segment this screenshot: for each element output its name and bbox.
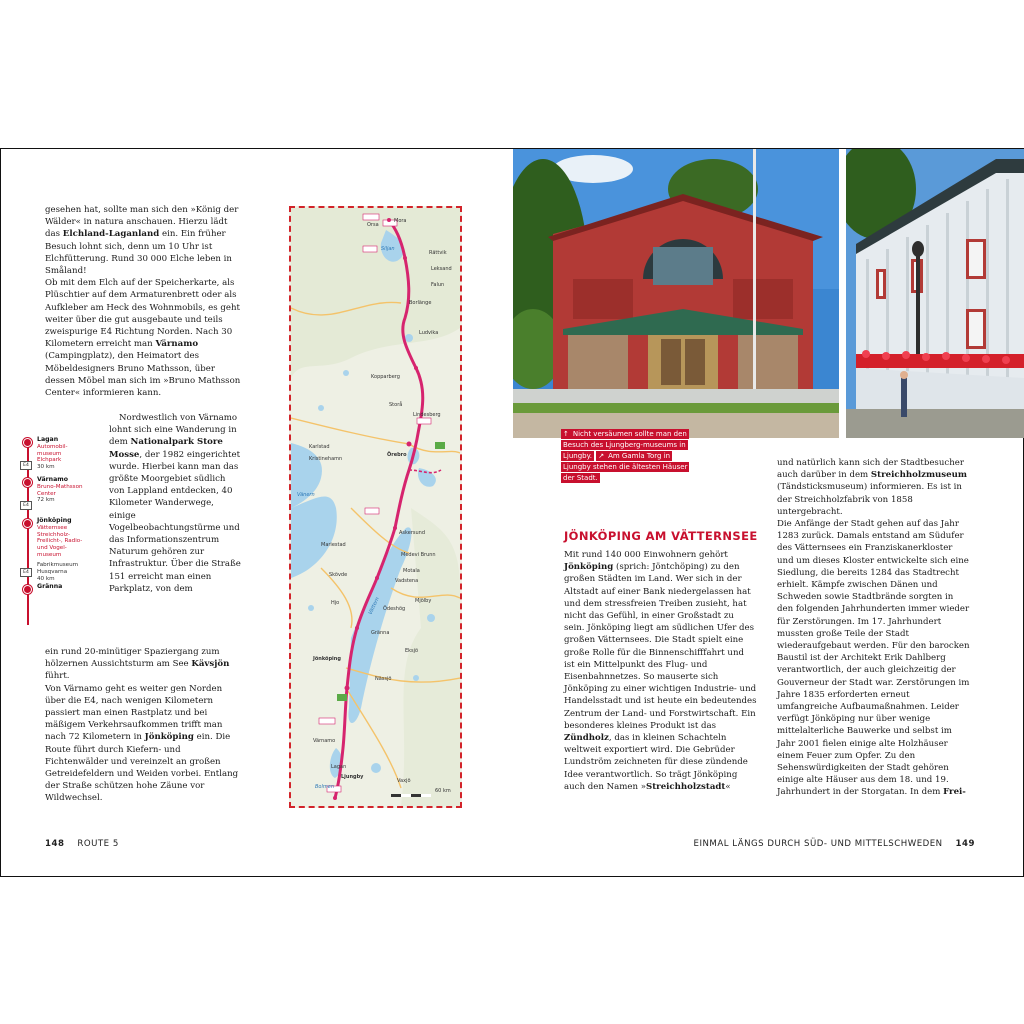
map-label: Lindesberg: [413, 412, 441, 418]
map-label: Motala: [403, 568, 420, 574]
map-label: Askersund: [399, 530, 425, 536]
paragraph: und natürlich kann sich der Stadtbesucher auch darüber in dem Streichholzmuseum (Tändsticksmuseum) informieren. Es ist in der Streichholzfabrik von 1858 untergebracht.: [777, 458, 967, 517]
left-text-col1: [45, 204, 241, 399]
footer-right: [694, 839, 975, 849]
right-text-col3: [777, 457, 971, 799]
left-text-col1c: [45, 646, 241, 805]
section-heading: JÖNKÖPING AM VÄTTERNSEE: [564, 529, 758, 543]
lake-label: Vättern: [367, 596, 381, 616]
book-spread: [0, 148, 1024, 877]
map-label: Ludvika: [419, 330, 439, 336]
map-label: Kopparberg: [371, 374, 400, 380]
map-label: Hjo: [331, 600, 340, 606]
map-label: Lagan: [331, 764, 347, 770]
map-label: Kristinehamn: [309, 456, 343, 462]
e4-road-icon: E4: [20, 461, 32, 470]
map-label: Falun: [431, 282, 445, 288]
running-head: ROUTE 5: [77, 839, 119, 849]
paragraph: Nordwestlich von Värnamo lohnt sich eine Wanderung in dem Nationalpark Store Mosse, der 1982 eingerichtet wurde. Hierbei kann man das größte Moorgebiet südlich von Lappland entdecken, 40 Kilometer Wanderwege, einige Vogelbeobachtungstürme und das Informationszentrum Naturum gehören zur Infrastruktur. Über die Straße 151 erreicht man einen Parkplatz, von dem: [109, 413, 241, 594]
map-scale-label: 60 km: [435, 788, 451, 794]
map-label: Vadstena: [395, 578, 419, 584]
map-label: Skövde: [329, 572, 348, 578]
lake-label: Bolmen: [315, 784, 334, 790]
map-label: Mjölby: [415, 598, 432, 604]
paragraph: ein rund 20-minütiger Spaziergang zum hölzernen Aussichtsturm am See Kävsjön führt.: [45, 647, 230, 682]
map-label: Storå: [389, 402, 403, 408]
map-labels: [291, 208, 460, 806]
map-label: Ljungby: [341, 774, 364, 780]
map-label: Leksand: [431, 266, 452, 272]
map-label: Orsa: [367, 222, 379, 228]
map-label: Rättvik: [429, 250, 447, 256]
map-label: Mora: [394, 218, 407, 224]
map-label: Eksjö: [405, 648, 419, 654]
page-number: 148: [45, 839, 65, 849]
museum-image: [513, 149, 839, 438]
legend-item-husqvarna: Fabrikmuseum Husqvarna 40 km E4: [21, 562, 101, 584]
map-label: Borlänge: [409, 300, 432, 306]
footer-left: [45, 839, 119, 849]
page-number: 149: [955, 839, 975, 849]
map-label: Nässjö: [375, 676, 392, 682]
paragraph: gesehen hat, sollte man sich den »König der Wälder« in natura anschauen. Hierzu lädt das Elchland-Laganland ein. Ein früher Besuch lohnt sich, denn um 10 Uhr ist Elchfütterung. Rund 30 000 Elche leben in Småland!: [45, 205, 239, 277]
old-houses-image: [846, 149, 1024, 438]
route-map: [289, 206, 462, 808]
lake-label: Vänern: [297, 492, 315, 498]
paragraph: Mit rund 140 000 Einwohnern gehört Jönköping (sprich: Jöntchöping) zu den großen Städten im Land. Wer sich in der Altstadt auf einer Bank niedergelassen hat und dem stressfreien Treiben zusieht, hat nicht das Gefühl, in einer Großstadt zu sein. Jönköping liegt am südlichen Ufer des großen Vätternsees. Die Stadt spielt eine große Rolle für die Binnenschifffahrt und ist ein Mittelpunkt des Flug- und Eisenbahnnetzes. So mauserte sich Jönköping zu einer wichtigen Industrie- und Handelsstadt und ist heute ein bedeutendes Zentrum der Land- und Forstwirtschaft. Ein besonderes kleines Produkt ist das Zündholz, das in kleinen Schachteln weltweit exportiert wird. Die Gebrüder Lundström zeichneten für diese zündende Idee verantwortlich. So trägt Jönköping auch den Namen »Streichholzstadt«: [564, 550, 757, 792]
photo-gamla-torg: [846, 149, 1024, 438]
legend-item-granna: Gränna: [21, 584, 101, 591]
running-head: EINMAL LÄNGS DURCH SÜD- UND MITTELSCHWEDEN: [693, 839, 943, 849]
map-label: Mariestad: [321, 542, 346, 548]
map-label: Jönköping: [313, 656, 341, 662]
map-label: Värnamo: [313, 738, 336, 744]
legend-item-jonkoping: Jönköping Vätternsee Streichholz- Freilicht-, Radio- und Vogel- museum: [21, 518, 101, 562]
map-label: Medevi Brunn: [401, 552, 436, 558]
map-label: Gränna: [371, 630, 390, 636]
photo-ljungberg-museum: [513, 149, 839, 438]
map-label: Ödeshög: [383, 606, 406, 612]
paragraph: Die Anfänge der Stadt gehen auf das Jahr 1283 zurück. Damals entstand am Südufer des Vätternsees ein Franziskanerkloster und um dieses Kloster entwickelte sich eine Siedlung, die bereits 1284 das Stadtrecht erhielt. Kämpfe zwischen Dänen und Schweden sowie Stadtbrände sorgten in den folgenden Jahrhunderten immer wieder für Zerstörungen. Im 17. Jahrhundert mussten große Teile der Stadt wiederaufgebaut werden. Für den barocken Baustil ist der Architekt Erik Dahlberg verantwortlich, der auch gleichzeitig der Gouverneur der Stadt war. Zerstörungen im Jahre 1835 erforderten erneut umfangreiche Aufbaumaßnahmen. Leider verfügt Jönköping nur über wenige mittelalterliche Bauwerke und selbst im Jahr 2001 fielen einige alte Holzhäuser einem Feuer zum Opfer. Zu den Sehenswürdigkeiten der Stadt gehören einige alte Häuser aus dem 18. und 19. Jahrhundert in der Storgatan. In dem Frei-: [777, 519, 970, 798]
stop-dot-icon: [23, 519, 32, 528]
map-label: Vaxjö: [397, 778, 411, 784]
e4-road-icon: E4: [20, 501, 32, 510]
stop-dot-icon: [23, 585, 32, 594]
photo-caption: ↑ Nicht versäumen sollte man den Besuch des Ljungberg-museums in Ljungby. ↗ Am Gamla Torg in Ljungby stehen die ältesten Häuser der Stadt.: [563, 430, 688, 482]
stop-dot-icon: [23, 478, 32, 487]
caption-arrow-icon: ↑: [563, 430, 569, 438]
legend-item-varnamo: Värnamo Bruno-Mathsson Center 72 km E4: [21, 477, 101, 518]
lake-label: Siljan: [381, 246, 395, 252]
paragraph: Ob mit dem Elch auf der Speicherkarte, als Plüschtier auf dem Armaturenbrett oder als Aufkleber am Heck des Wohnmobils, es geht weiter über die gut ausgebaute und teils zweispurige E4 Richtung Norden. Nach 30 Kilometern erreicht man Värnamo (Campingplatz), den Heimatort des Möbeldesigners Bruno Mathsson, über dessen Möbel man sich im »Bruno Mathsson Center« informieren kann.: [45, 278, 241, 399]
map-label: Karlstad: [309, 444, 330, 450]
right-text-col2: [564, 549, 757, 793]
legend-item-lagan: Lagan Automobil- museum Elchpark 30 km E4: [21, 437, 101, 477]
stop-dot-icon: [23, 438, 32, 447]
caption-arrow-icon: ↗: [598, 452, 605, 460]
paragraph: Von Värnamo geht es weiter gen Norden über die E4, nach wenigen Kilometern passiert man einen Rastplatz und bei mäßigem Verkehrsaufkommen trifft man nach 72 Kilometern in Jönköping ein. Die Route führt durch Kiefern- und Fichtenwälder und vereinzelt an großen Getreidefeldern und Weiden vorbei. Entlang der Straße schützen hohe Zäune vor Wildwechsel.: [45, 683, 239, 804]
e4-road-icon: E4: [20, 568, 32, 577]
left-text-col1b: [109, 412, 241, 595]
route-legend: [21, 437, 101, 591]
map-label: Örebro: [387, 452, 407, 458]
